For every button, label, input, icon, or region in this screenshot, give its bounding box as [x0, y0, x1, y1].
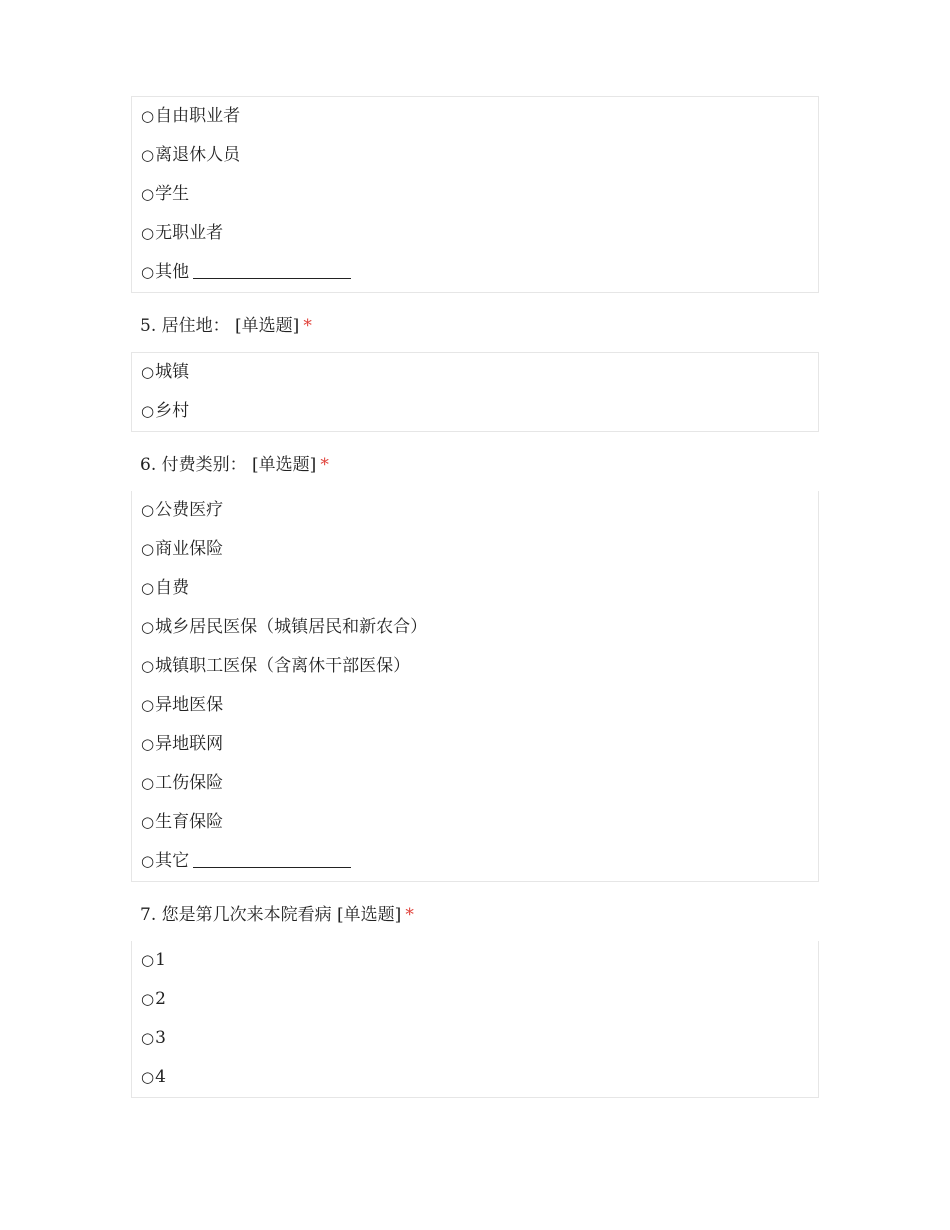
option-label: 工伤保险 — [155, 773, 224, 793]
survey-page — [131, 96, 819, 1098]
required-marker: * — [303, 316, 312, 336]
option-label: 公费医疗 — [155, 500, 224, 520]
option-label: 城乡居民医保（城镇居民和新农合） — [155, 617, 428, 637]
option-label: 无职业者 — [155, 223, 224, 243]
option-label: 其它 — [155, 851, 190, 871]
radio-circle-icon[interactable]: ○ — [141, 146, 155, 164]
option-unemployed[interactable] — [141, 214, 818, 253]
radio-circle-icon[interactable]: ○ — [141, 579, 155, 597]
option-label: 学生 — [155, 184, 190, 204]
option-freelancer[interactable] — [141, 97, 818, 136]
question-number: 6. — [140, 455, 157, 475]
question-text: 居住地： — [161, 316, 230, 336]
option-public-medical[interactable] — [141, 491, 818, 530]
option-maternity-insurance[interactable] — [141, 803, 818, 842]
option-commercial-insurance[interactable] — [141, 530, 818, 569]
option-label: 离退休人员 — [155, 145, 241, 165]
question-number: 5. — [140, 316, 157, 336]
radio-circle-icon[interactable]: ○ — [141, 1068, 155, 1086]
option-visit-3[interactable] — [141, 1019, 818, 1058]
question-text: 付费类别： — [161, 455, 247, 475]
radio-circle-icon[interactable]: ○ — [141, 224, 155, 242]
radio-circle-icon[interactable]: ○ — [141, 402, 155, 420]
radio-circle-icon[interactable]: ○ — [141, 813, 155, 831]
option-remote-network[interactable] — [141, 725, 818, 764]
radio-circle-icon[interactable]: ○ — [141, 990, 155, 1008]
option-label: 异地医保 — [155, 695, 224, 715]
radio-circle-icon[interactable]: ○ — [141, 1029, 155, 1047]
radio-circle-icon[interactable]: ○ — [141, 540, 155, 558]
option-label: 3 — [155, 1028, 166, 1048]
option-label: 自由职业者 — [155, 106, 241, 126]
question-6-options-box — [131, 491, 819, 882]
option-visit-2[interactable] — [141, 980, 818, 1019]
option-label: 自费 — [155, 578, 190, 598]
question-5-title — [131, 293, 819, 352]
question-type: [单选题] — [252, 455, 317, 475]
radio-circle-icon[interactable]: ○ — [141, 263, 155, 281]
required-marker: * — [405, 905, 414, 925]
radio-circle-icon[interactable]: ○ — [141, 363, 155, 381]
question-6-title — [131, 432, 819, 491]
option-village[interactable] — [141, 392, 818, 431]
other-fill-blank[interactable] — [193, 261, 351, 279]
option-retired[interactable] — [141, 136, 818, 175]
question-type: [单选题] — [235, 316, 300, 336]
radio-circle-icon[interactable]: ○ — [141, 107, 155, 125]
question-type: [单选题] — [337, 905, 402, 925]
question-number: 7. — [140, 905, 157, 925]
option-label: 异地联网 — [155, 734, 224, 754]
option-town[interactable] — [141, 353, 818, 392]
option-urban-employee-insurance[interactable] — [141, 647, 818, 686]
option-label: 其他 — [155, 262, 190, 282]
option-self-pay[interactable] — [141, 569, 818, 608]
radio-circle-icon[interactable]: ○ — [141, 696, 155, 714]
radio-circle-icon[interactable]: ○ — [141, 185, 155, 203]
option-label: 1 — [155, 950, 166, 970]
radio-circle-icon[interactable]: ○ — [141, 774, 155, 792]
question-7-title — [131, 882, 819, 941]
other-fill-blank[interactable] — [193, 850, 351, 868]
option-work-injury-insurance[interactable] — [141, 764, 818, 803]
option-label: 生育保险 — [155, 812, 224, 832]
option-urban-rural-resident-insurance[interactable] — [141, 608, 818, 647]
option-label: 4 — [155, 1067, 166, 1087]
question-5-options-box — [131, 352, 819, 432]
radio-circle-icon[interactable]: ○ — [141, 618, 155, 636]
option-label: 商业保险 — [155, 539, 224, 559]
option-visit-1[interactable] — [141, 941, 818, 980]
option-visit-4[interactable] — [141, 1058, 818, 1097]
radio-circle-icon[interactable]: ○ — [141, 852, 155, 870]
radio-circle-icon[interactable]: ○ — [141, 951, 155, 969]
question-7-options-box — [131, 941, 819, 1098]
option-label: 乡村 — [155, 401, 190, 421]
option-label: 城镇 — [155, 362, 190, 382]
option-student[interactable] — [141, 175, 818, 214]
radio-circle-icon[interactable]: ○ — [141, 501, 155, 519]
radio-circle-icon[interactable]: ○ — [141, 735, 155, 753]
option-other-occupation[interactable] — [141, 253, 818, 292]
option-other-payment[interactable] — [141, 842, 818, 881]
radio-circle-icon[interactable]: ○ — [141, 657, 155, 675]
required-marker: * — [320, 455, 329, 475]
occupation-options-box — [131, 96, 819, 293]
option-label: 2 — [155, 989, 166, 1009]
question-text: 您是第几次来本院看病 — [161, 905, 332, 925]
option-label: 城镇职工医保（含离休干部医保） — [155, 656, 411, 676]
option-remote-insurance[interactable] — [141, 686, 818, 725]
